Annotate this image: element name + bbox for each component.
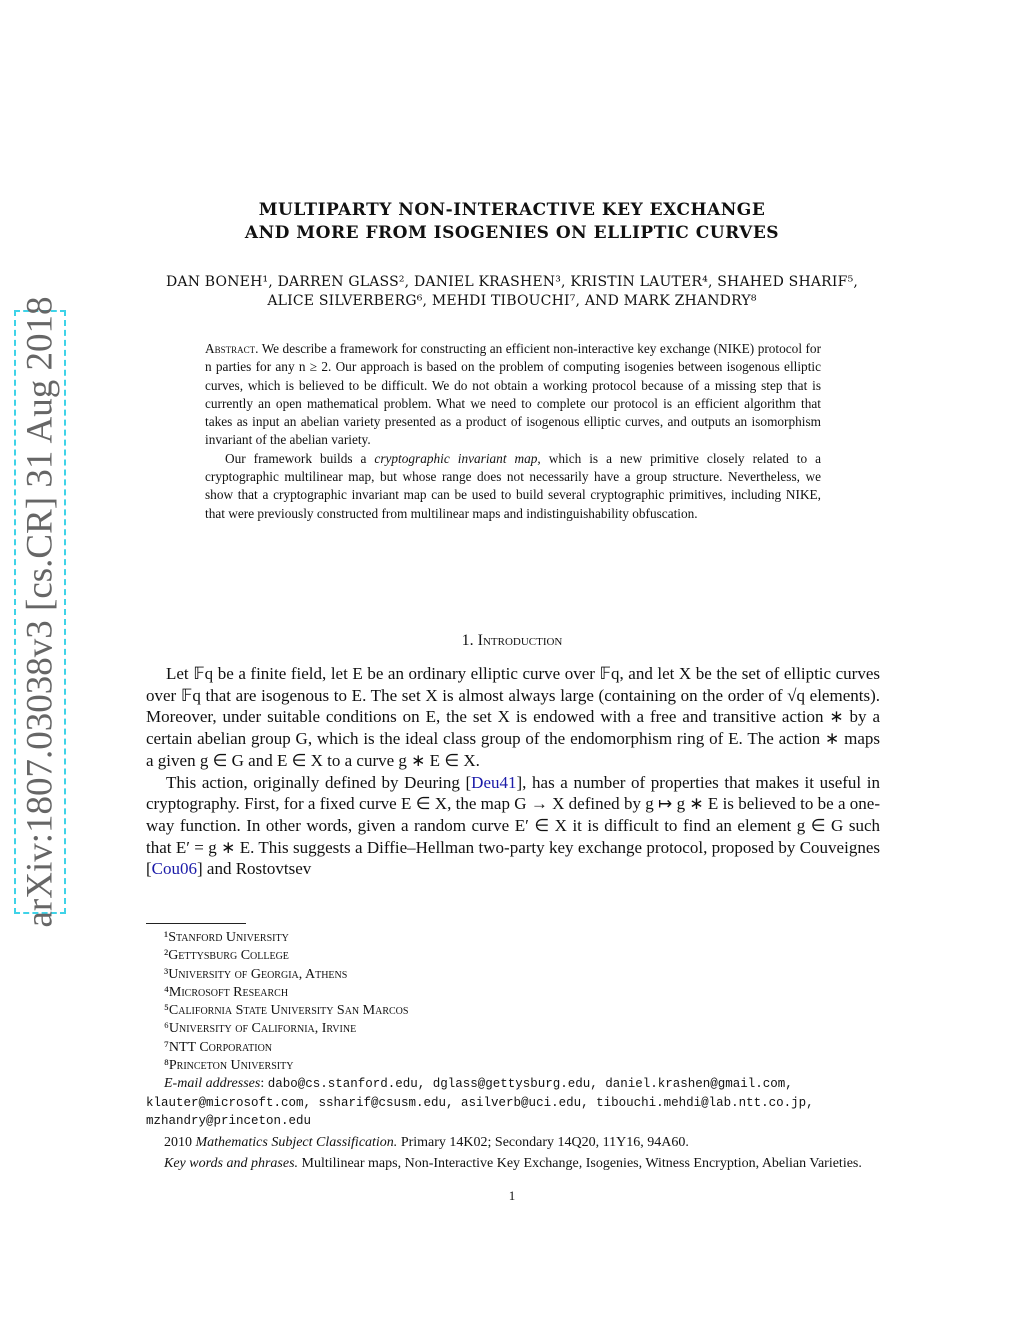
msc-label: Mathematics Subject Classification. bbox=[195, 1135, 398, 1151]
intro-para2-a: This action, originally defined by Deuring [ bbox=[166, 772, 472, 792]
abstract-para2-pre: Our framework builds a bbox=[225, 450, 375, 466]
citation-deu41[interactable]: Deu41 bbox=[471, 772, 517, 792]
affiliation-5: ⁵California State University San Marcos bbox=[164, 1003, 409, 1019]
footnotes bbox=[146, 929, 880, 1173]
affiliation-3: ³University of Georgia, Athens bbox=[164, 966, 348, 982]
paper-title-line2: AND MORE FROM ISOGENIES ON ELLIPTIC CURVES bbox=[244, 223, 780, 243]
email-label: E-mail addresses bbox=[164, 1076, 261, 1092]
intro-para2-b: ], has a number of properties that makes it useful in cryptography. First, for a fixed curve E ∈ X, the map G → X defined by g ↦ g ∗ E is believed to be a one-way function. In other words, given a random curve E′ ∈ X it is difficult to find an element g ∈ G such that E′ = g ∗ E. This suggests a Diffie–Hellman two-party key exchange protocol, proposed by Couveignes [ bbox=[146, 772, 881, 879]
author-list-line2: ALICE SILVERBERG⁶, MEHDI TIBOUCHI⁷, AND MARK ZHANDRY⁸ bbox=[267, 293, 757, 309]
affiliation-1: ¹Stanford University bbox=[164, 930, 289, 945]
arxiv-identifier: arXiv:1807.03038v3 [cs.CR] 31 Aug 2018 bbox=[19, 296, 61, 928]
msc-year: 2010 bbox=[164, 1135, 196, 1151]
intro-para1: Let 𝔽q be a finite field, let E be an ordinary elliptic curve over 𝔽q, and let X be the set of elliptic curves over 𝔽q that are isogenous to E. The set X is almost always large (containing on the order of √q elements). Moreover, under suitable conditions on E, the set X is endowed with a free and transitive action ∗ by a certain abelian group G, which is the ideal class group of the endomorphism ring of E. The action ∗ maps a given g ∈ G and E ∈ X to a curve g ∗ E ∈ X. bbox=[146, 664, 880, 770]
abstract-para2-emphasis: cryptographic invariant map bbox=[374, 450, 538, 466]
page-number: 1 bbox=[508, 1188, 516, 1203]
paper-title-line1: MULTIPARTY NON-INTERACTIVE KEY EXCHANGE bbox=[258, 200, 766, 220]
email-list: dabo@cs.stanford.edu, dglass@gettysburg.edu, daniel.krashen@gmail.com, klauter@microsoft.com, ssharif@csusm.edu, asilverb@uci.edu, tibouchi.mehdi@lab.ntt.co.jp, mzhandry@princeton.edu bbox=[146, 1077, 814, 1128]
section-heading bbox=[0, 632, 1024, 650]
affiliation-2: ²Gettysburg College bbox=[164, 948, 289, 964]
footnote-rule bbox=[146, 923, 246, 924]
section-title: 1. Introduction bbox=[461, 632, 563, 649]
abstract-label: Abstract. bbox=[205, 341, 259, 356]
keywords bbox=[146, 1155, 880, 1173]
abstract-para1: We describe a framework for constructing an efficient non-interactive key exchange (NIKE) protocol for n parties for any n ≥ 2. Our approach is based on the problem of computing isogenies between isogenous elliptic curves, which is believed to be difficult. We do not obtain a working protocol because of a missing step that is currently an open mathematical problem. What we need to complete our protocol is an efficient algorithm that takes as input an abelian variety presented as a product of isogenous elliptic curves, and outputs an isomorphism invariant of the abelian variety. bbox=[205, 341, 821, 448]
keywords-text: Multilinear maps, Non-Interactive Key Exchange, Isogenies, Witness Encryption, Abelian Varieties. bbox=[298, 1155, 862, 1171]
msc-classification bbox=[146, 1134, 880, 1152]
author-list-line1: DAN BONEH¹, DARREN GLASS², DANIEL KRASHEN³, KRISTIN LAUTER⁴, SHAHED SHARIF⁵, bbox=[165, 274, 859, 290]
citation-cou06[interactable]: Cou06 bbox=[151, 859, 198, 879]
affiliation-7: ⁷NTT Corporation bbox=[164, 1039, 273, 1055]
affiliation-6: ⁶University of California, Irvine bbox=[164, 1021, 357, 1037]
intro-para2-c: ] and Rostovtsev bbox=[197, 859, 312, 879]
arxiv-sidebar bbox=[14, 296, 66, 928]
abstract-para2-post: , which is a new primitive closely related to a cryptographic multilinear map, but whose range does not necessarily have a group structure. Nevertheless, we show that a cryptographic invariant map can be used to build several cryptographic primitives, including NIKE, that were previously constructed from multilinear maps and indistinguishability obfuscation. bbox=[205, 450, 821, 521]
affiliation-4: ⁴Microsoft Research bbox=[164, 984, 289, 1000]
intro-para2 bbox=[146, 772, 880, 881]
abstract bbox=[205, 340, 821, 523]
intro-body bbox=[146, 663, 880, 880]
affiliation-8: ⁸Princeton University bbox=[164, 1058, 294, 1074]
msc-text: Primary 14K02; Secondary 14Q20, 11Y16, 94A60. bbox=[397, 1135, 689, 1151]
keywords-label: Key words and phrases. bbox=[164, 1155, 299, 1171]
email-addresses: E-mail addresses: dabo@cs.stanford.edu, dglass@gettysburg.edu, daniel.krashen@gmail.com, klauter@microsoft.com, ssharif@csusm.edu, asilverb@uci.edu, tibouchi.mehdi@lab.ntt.co.jp, mzhandry@princeton.edu bbox=[146, 1076, 814, 1128]
